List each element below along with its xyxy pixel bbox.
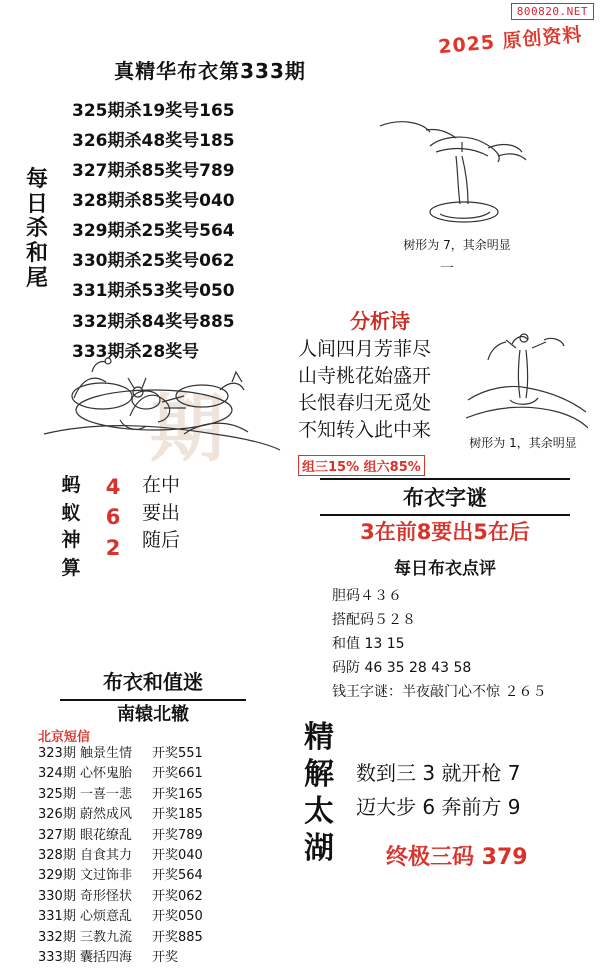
phrase: 蔚然成风 bbox=[80, 807, 133, 823]
poem-line: 不知转入此中来 bbox=[298, 418, 432, 441]
period: 330期 bbox=[38, 888, 76, 904]
period: 331期 bbox=[38, 909, 76, 925]
period: 327期 bbox=[38, 827, 76, 843]
period: 326期 bbox=[38, 807, 76, 823]
table-row bbox=[38, 826, 203, 846]
table-row bbox=[38, 948, 203, 968]
divider-dash: 一 bbox=[440, 261, 454, 277]
riddle-main: 3在前8要出5在后 bbox=[360, 520, 530, 544]
period: 324期 bbox=[38, 766, 76, 782]
period: 332期 bbox=[38, 929, 76, 945]
comment-list bbox=[332, 584, 546, 704]
list-item: 码防 46 35 28 43 58 bbox=[332, 660, 472, 677]
result: 开奖789 bbox=[152, 827, 203, 843]
phrase: 奇形怪状 bbox=[80, 888, 133, 904]
table-row bbox=[38, 764, 203, 784]
phrase: 一喜一悲 bbox=[80, 786, 133, 802]
taihu-vertical-title: 精解太湖 bbox=[304, 720, 334, 866]
ant-divination-label: 蚂蚁神算 bbox=[61, 474, 81, 579]
ant-illustration bbox=[34, 338, 284, 458]
analysis-poem bbox=[298, 336, 431, 444]
poem-line: 长恨春归无觅处 bbox=[298, 391, 432, 414]
list-item: 329期杀25奖号564 bbox=[72, 221, 235, 242]
tree-caption-2: 树形为 1，其余明显 bbox=[469, 436, 577, 450]
page-title: 真精华布衣第333期 bbox=[114, 59, 306, 83]
phrase: 心烦意乱 bbox=[80, 909, 133, 925]
list-item: 在中 bbox=[142, 474, 181, 496]
result: 开奖885 bbox=[152, 929, 203, 945]
group-ratio: 组三15% 组六85% bbox=[298, 455, 425, 476]
list-item: 2 bbox=[105, 535, 121, 560]
tree-illustration-1 bbox=[370, 112, 550, 232]
phrase: 三教九流 bbox=[80, 929, 133, 945]
phrase: 囊括四海 bbox=[80, 950, 133, 966]
table-row bbox=[38, 805, 203, 825]
daily-kill-label: 每日杀和尾 bbox=[25, 167, 48, 291]
taihu-lines bbox=[356, 756, 521, 825]
list-item: 和值 13 15 bbox=[332, 636, 405, 653]
site-watermark: 800820.NET bbox=[511, 3, 594, 20]
analysis-title: 分析诗 bbox=[350, 309, 410, 333]
poem-line: 山寺桃花始盛开 bbox=[298, 364, 432, 387]
phrase: 触景生情 bbox=[80, 746, 133, 761]
list-item: 328期杀85奖号040 bbox=[72, 191, 235, 212]
background-watermark: 期 bbox=[150, 386, 224, 472]
year-stamp: 2025 原创资料 bbox=[436, 23, 583, 59]
table-row bbox=[38, 744, 203, 764]
table-row bbox=[38, 887, 203, 907]
tree-illustration-2 bbox=[466, 326, 588, 436]
phrase: 文过饰非 bbox=[80, 868, 133, 884]
period: 333期 bbox=[38, 950, 76, 966]
list-item: 326期杀48奖号185 bbox=[72, 131, 235, 152]
list-item: 330期杀25奖号062 bbox=[72, 251, 235, 272]
period: 323期 bbox=[38, 746, 76, 761]
taihu-line: 数到三 3 就开枪 7 bbox=[356, 761, 521, 785]
hezhi-title: 布衣和值迷 bbox=[60, 666, 246, 701]
result: 开奖661 bbox=[152, 766, 203, 782]
list-item: 325期杀19奖号165 bbox=[72, 101, 235, 121]
list-item: 钱王字谜：半夜敲门心不惊 ２６５ bbox=[332, 684, 547, 701]
list-item: 随后 bbox=[142, 529, 181, 552]
table-row bbox=[38, 866, 203, 886]
list-item: 4 bbox=[105, 475, 121, 499]
list-item: 胆码４３６ bbox=[332, 588, 402, 604]
poem-line: 人间四月芳菲尽 bbox=[298, 338, 432, 360]
kill-number-list bbox=[72, 96, 235, 367]
result: 开奖551 bbox=[152, 746, 203, 761]
ant-divination-words bbox=[142, 472, 194, 555]
list-item: 332期杀84奖号885 bbox=[72, 311, 235, 332]
ant-divination bbox=[58, 472, 194, 582]
phrase: 眼花缭乱 bbox=[80, 827, 133, 843]
result: 开奖062 bbox=[152, 888, 203, 904]
tree-caption-1: 树形为 7，其余明显 bbox=[403, 238, 511, 252]
list-item: 333期杀28奖号 bbox=[72, 341, 200, 362]
result: 开奖 bbox=[152, 950, 179, 966]
period: 328期 bbox=[38, 848, 76, 864]
comment-title: 每日布衣点评 bbox=[394, 559, 496, 579]
phrase: 自食其力 bbox=[80, 848, 133, 864]
result: 开奖165 bbox=[152, 786, 203, 802]
phrase: 心怀鬼胎 bbox=[80, 766, 133, 782]
list-item: 327期杀85奖号789 bbox=[72, 161, 235, 182]
taihu-line: 迈大步 6 奔前方 9 bbox=[356, 795, 521, 820]
list-item: 搭配码５２８ bbox=[332, 612, 416, 629]
result: 开奖564 bbox=[152, 868, 203, 884]
list-item: 6 bbox=[105, 505, 121, 530]
final-three-codes: 终极三码 379 bbox=[386, 845, 528, 870]
table-row bbox=[38, 928, 203, 948]
period: 325期 bbox=[38, 786, 76, 802]
table-row bbox=[38, 785, 203, 805]
hezhi-subtitle: 南辕北辙 bbox=[117, 704, 189, 725]
result: 开奖185 bbox=[152, 807, 203, 823]
list-item: 要出 bbox=[142, 501, 181, 524]
result: 开奖050 bbox=[152, 909, 203, 925]
riddle-title: 布衣字谜 bbox=[320, 478, 570, 516]
period: 329期 bbox=[38, 868, 76, 884]
ant-divination-numbers bbox=[98, 472, 128, 563]
history-list bbox=[38, 744, 203, 968]
table-row bbox=[38, 846, 203, 866]
region-label: 北京短信 bbox=[38, 730, 91, 745]
list-item: 331期杀53奖号050 bbox=[72, 281, 235, 302]
result: 开奖040 bbox=[152, 848, 203, 864]
table-row bbox=[38, 907, 203, 927]
